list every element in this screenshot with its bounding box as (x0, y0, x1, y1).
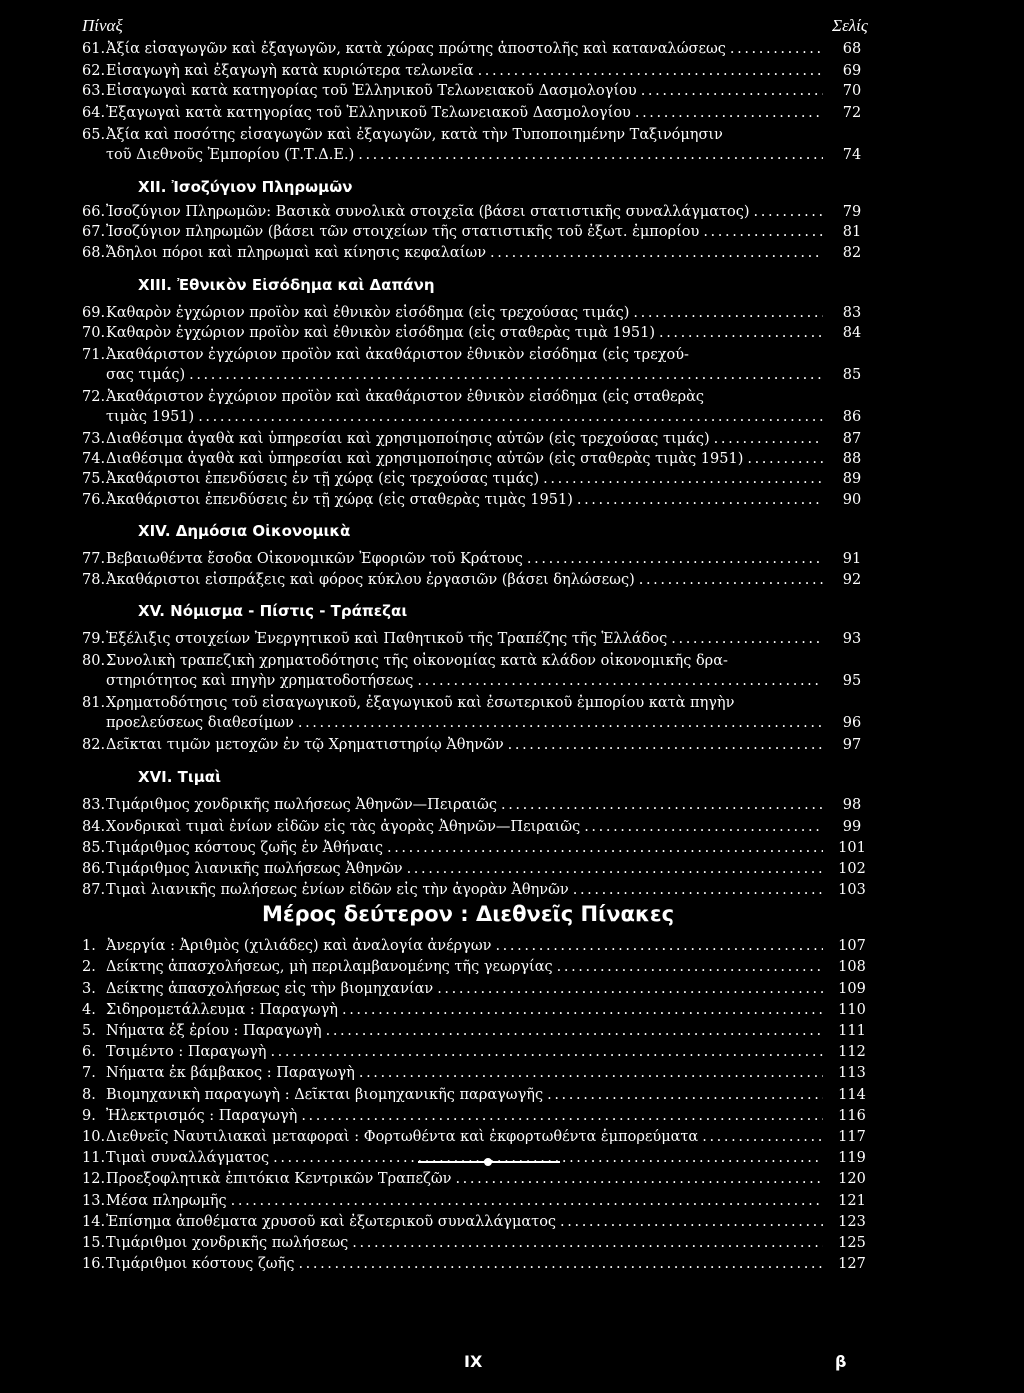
entry-title: Εἰσαγωγὴ καὶ ἐξαγωγὴ κατὰ κυριώτερα τελωνεῖα (106, 63, 474, 79)
dot-leader (577, 491, 823, 509)
entry-title: Ἀκαθάριστοι ἐπενδύσεις ἐν τῇ χώρᾳ (εἰς τρεχούσας τιμάς) (106, 471, 540, 487)
dot-leader (455, 1170, 823, 1188)
entry-page-number: 72 (842, 105, 862, 121)
dot-leader (270, 1043, 823, 1061)
entry-page-number: 69 (842, 63, 862, 79)
toc-entry (82, 244, 837, 262)
toc-entry (82, 1064, 837, 1082)
toc-entry (82, 1043, 837, 1061)
header-page-label: Σελίς (832, 16, 868, 35)
entry-title: Δείκτης ἀπασχολήσεως εἰς τὴν βιομηχανίαν (106, 981, 434, 997)
entry-number: 3. (82, 981, 96, 997)
toc-entry (82, 1255, 837, 1273)
toc-entry (82, 881, 837, 899)
entry-page-number: 108 (838, 959, 866, 975)
section-heading-xiv: XIV. Δημόσια Οἰκονομικὰ (138, 522, 351, 540)
entry-page-number: 82 (842, 245, 862, 261)
entry-page-number: 96 (842, 715, 862, 731)
dot-leader (671, 630, 823, 648)
toc-entry (82, 714, 837, 732)
dot-leader (198, 408, 823, 426)
dot-leader (342, 1001, 823, 1019)
entry-page-number: 84 (842, 325, 862, 341)
dot-leader (298, 1255, 823, 1273)
entry-title: Τιμάριθμος κόστους ζωῆς ἐν Ἀθήναις (106, 840, 383, 856)
toc-entry (82, 937, 837, 955)
dot-leader (547, 1086, 823, 1104)
toc-entry (82, 1107, 837, 1125)
dot-leader (557, 958, 823, 976)
entry-title: Βεβαιωθέντα ἔσοδα Οἰκονομικῶν Ἐφοριῶν τοῦ Κράτους (106, 551, 523, 567)
entry-title: Τιμαὶ λιανικῆς πωλήσεως ἐνίων εἰδῶν εἰς τὴν ἀγορὰν Ἀθηνῶν (106, 882, 569, 898)
entry-title: στηριότητος καὶ πηγὴν χρηματοδοτήσεως (106, 673, 414, 689)
dot-leader (703, 223, 823, 241)
dot-leader (326, 1022, 823, 1040)
dot-leader (659, 324, 823, 342)
entry-title: Βιομηχανικὴ παραγωγὴ : Δεῖκται βιομηχανικῆς παραγωγῆς (106, 1087, 544, 1103)
entry-title: Ἰσοζύγιον Πληρωμῶν: Βασικὰ συνολικὰ στοιχεῖα (βάσει στατιστικῆς συναλλάγματος) (106, 204, 750, 220)
dot-leader (714, 430, 823, 448)
toc-entry (82, 450, 837, 468)
dot-leader (387, 839, 823, 857)
dot-leader (301, 1107, 823, 1125)
entry-title: Χρηματοδότησις τοῦ εἰσαγωγικοῦ, ἐξαγωγικοῦ καὶ ἐσωτερικοῦ ἐμπορίου κατὰ πηγὴν (106, 695, 735, 711)
entry-page-number: 99 (842, 819, 862, 835)
entry-title: τοῦ Διεθνοῦς Ἐμπορίου (Τ.Τ.Δ.Ε.) (106, 147, 355, 163)
entry-title: τιμὰς 1951) (106, 409, 195, 425)
dot-leader (273, 1149, 823, 1167)
dot-leader (298, 714, 823, 732)
dot-leader (407, 860, 823, 878)
entry-title: Καθαρὸν ἐγχώριον προϊὸν καὶ ἐθνικὸν εἰσόδημα (εἰς τρεχούσας τιμάς) (106, 305, 630, 321)
dot-leader (635, 104, 823, 122)
entry-page-number: 74 (842, 147, 862, 163)
entry-number: 11. (82, 1150, 106, 1166)
entry-title: Τιμάριθμος χονδρικῆς πωλήσεως Ἀθηνῶν—Πειραιῶς (106, 797, 497, 813)
entry-title: Τιμάριθμος λιανικῆς πωλήσεως Ἀθηνῶν (106, 861, 403, 877)
entry-title: Δείκτης ἀπασχολήσεως, μὴ περιλαμβανομένης τῆς γεωργίας (106, 959, 553, 975)
entry-number: 83. (82, 797, 106, 813)
dot-leader (352, 1234, 823, 1252)
toc-entry (82, 40, 837, 58)
dot-leader (478, 62, 823, 80)
dot-leader (490, 244, 823, 262)
toc-entry (82, 1234, 837, 1252)
entry-title: σας τιμάς) (106, 367, 186, 383)
dot-leader (641, 82, 823, 100)
entry-page-number: 114 (838, 1087, 866, 1103)
toc-entry (82, 304, 837, 322)
entry-title: Ἄδηλοι πόροι καὶ πληρωμαὶ καὶ κίνησις κεφαλαίων (106, 245, 487, 261)
toc-entry (82, 491, 837, 509)
toc-entry (82, 346, 837, 364)
entry-title: Ἀνεργία : Ἀριθμὸς (χιλιάδες) καὶ ἀναλογία ἀνέργων (106, 938, 492, 954)
toc-entry (82, 571, 837, 589)
entry-page-number: 121 (838, 1193, 866, 1209)
dot-leader (639, 571, 823, 589)
entry-number: 80. (82, 653, 106, 669)
entry-page-number: 91 (842, 551, 862, 567)
entry-title: Προεξοφλητικὰ ἐπιτόκια Κεντρικῶν Τραπεζῶν (106, 1171, 452, 1187)
entry-number: 87. (82, 882, 106, 898)
entry-number: 86. (82, 861, 106, 877)
toc-entry (82, 324, 837, 342)
dot-leader (543, 470, 823, 488)
toc-entry (82, 630, 837, 648)
toc-entry (82, 860, 837, 878)
section-heading-xvi: XVI. Τιμαὶ (138, 768, 221, 786)
entry-number: 79. (82, 631, 106, 647)
entry-title: Διαθέσιμα ἀγαθὰ καὶ ὑπηρεσίαι καὶ χρησιμοποίησις αὐτῶν (εἰς σταθερὰς τιμὰς 1951) (106, 451, 744, 467)
entry-number: 5. (82, 1023, 96, 1039)
entry-number: 7. (82, 1065, 96, 1081)
entry-number: 70. (82, 325, 106, 341)
entry-page-number: 113 (838, 1065, 866, 1081)
entry-number: 84. (82, 819, 106, 835)
dot-leader (501, 796, 823, 814)
entry-page-number: 107 (838, 938, 866, 954)
part-two-title: Μέρος δεύτερον : Διεθνεῖς Πίνακες (262, 902, 675, 926)
toc-entry (82, 550, 837, 568)
entry-number: 13. (82, 1193, 106, 1209)
dot-leader (359, 1064, 823, 1082)
entry-title: Ἰσοζύγιον πληρωμῶν (βάσει τῶν στοιχείων τῆς στατιστικῆς τοῦ ἐξωτ. ἐμπορίου (106, 224, 700, 240)
entry-page-number: 125 (838, 1235, 866, 1251)
entry-number: 12. (82, 1171, 106, 1187)
entry-title: Σιδηρομετάλλευμα : Παραγωγὴ (106, 1002, 338, 1018)
entry-title: Ἐπίσημα ἀποθέματα χρυσοῦ καὶ ἐξωτερικοῦ συναλλάγματος (106, 1214, 557, 1230)
toc-entry (82, 652, 837, 670)
entry-number: 63. (82, 83, 106, 99)
entry-number: 72. (82, 389, 106, 405)
entry-title: Νήματα ἐξ ἐρίου : Παραγωγὴ (106, 1023, 322, 1039)
entry-number: 8. (82, 1087, 96, 1103)
entry-number: 15. (82, 1235, 106, 1251)
entry-number: 1. (82, 938, 96, 954)
toc-entry (82, 223, 837, 241)
toc-entry (82, 839, 837, 857)
entry-page-number: 102 (838, 861, 866, 877)
entry-title: Χονδρικαὶ τιμαὶ ἐνίων εἰδῶν εἰς τὰς ἀγορὰς Ἀθηνῶν—Πειραιῶς (106, 819, 581, 835)
entry-number: 6. (82, 1044, 96, 1060)
toc-entry (82, 203, 837, 221)
dot-leader (584, 818, 823, 836)
entry-page-number: 90 (842, 492, 862, 508)
entry-title: Νήματα ἐκ βάμβακος : Παραγωγὴ (106, 1065, 355, 1081)
toc-entry (82, 430, 837, 448)
entry-page-number: 109 (838, 981, 866, 997)
entry-title: Εἰσαγωγαὶ κατὰ κατηγορίας τοῦ Ἑλληνικοῦ Τελωνειακοῦ Δασμολογίου (106, 83, 637, 99)
entry-page-number: 98 (842, 797, 862, 813)
entry-number: 76. (82, 492, 106, 508)
toc-entry (82, 1192, 837, 1210)
entry-number: 68. (82, 245, 106, 261)
footer-signature: β (835, 1352, 847, 1371)
entry-number: 64. (82, 105, 106, 121)
dot-leader (358, 146, 823, 164)
entry-page-number: 79 (842, 204, 862, 220)
entry-page-number: 81 (842, 224, 862, 240)
dot-leader (754, 203, 823, 221)
toc-entry (82, 1128, 837, 1146)
entry-title: Μέσα πληρωμῆς (106, 1193, 227, 1209)
toc-entry (82, 470, 837, 488)
footer-page-roman: IX (464, 1352, 483, 1371)
section-heading-xv: XV. Νόμισμα - Πίστις - Τράπεζαι (138, 602, 408, 620)
toc-entry (82, 694, 837, 712)
entry-title: Συνολικὴ τραπεζικὴ χρηματοδότησις τῆς οἰκονομίας κατὰ κλάδον οἰκονομικῆς δρα- (106, 653, 728, 669)
entry-title: Ἀξία εἰσαγωγῶν καὶ ἐξαγωγῶν, κατὰ χώρας πρώτης ἀποστολῆς καὶ καταναλώσεως (106, 41, 726, 57)
entry-title: Ἀκαθάριστον ἐγχώριον προϊὸν καὶ ἀκαθάριστον ἐθνικὸν εἰσόδημα (εἰς σταθερὰς (106, 389, 705, 405)
entry-number: 73. (82, 431, 106, 447)
entry-number: 4. (82, 1002, 96, 1018)
section-heading-xiii: XIII. Ἐθνικὸν Εἰσόδημα καὶ Δαπάνη (138, 276, 435, 294)
toc-entry (82, 1149, 837, 1167)
entry-number: 9. (82, 1108, 96, 1124)
dot-leader (189, 366, 823, 384)
entry-page-number: 127 (838, 1256, 866, 1272)
entry-number: 71. (82, 347, 106, 363)
entry-title: Ἐξαγωγαὶ κατὰ κατηγορίας τοῦ Ἑλληνικοῦ Τελωνειακοῦ Δασμολογίου (106, 105, 631, 121)
entry-number: 62. (82, 63, 106, 79)
toc-entry (82, 104, 837, 122)
entry-title: Τιμάριθμοι κόστους ζωῆς (106, 1256, 295, 1272)
entry-page-number: 110 (838, 1002, 866, 1018)
entry-number: 69. (82, 305, 106, 321)
entry-page-number: 88 (842, 451, 862, 467)
entry-page-number: 101 (838, 840, 866, 856)
entry-number: 2. (82, 959, 96, 975)
entry-number: 85. (82, 840, 106, 856)
section-heading-xii: XII. Ἰσοζύγιον Πληρωμῶν (138, 178, 353, 196)
entry-title: Ἀξία καὶ ποσότης εἰσαγωγῶν καὶ ἐξαγωγῶν, κατὰ τὴν Τυποποιημένην Ταξινόμησιν (106, 127, 723, 143)
toc-entry (82, 1022, 837, 1040)
entry-page-number: 86 (842, 409, 862, 425)
entry-page-number: 112 (838, 1044, 866, 1060)
toc-entry (82, 818, 837, 836)
entry-page-number: 111 (838, 1023, 866, 1039)
entry-title: Τσιμέντο : Παραγωγὴ (106, 1044, 267, 1060)
entry-title: Διεθνεῖς Ναυτιλιακαὶ μεταφοραὶ : Φορτωθέντα καὶ ἐκφορτωθέντα ἐμπορεύματα (106, 1129, 699, 1145)
entry-page-number: 120 (838, 1171, 866, 1187)
entry-number: 75. (82, 471, 106, 487)
entry-title: Ἀκαθάριστον ἐγχώριον προϊὸν καὶ ἀκαθάριστον ἐθνικὸν εἰσόδημα (εἰς τρεχού- (106, 347, 689, 363)
entry-number: 77. (82, 551, 106, 567)
entry-title: Τιμαὶ συναλλάγματος (106, 1150, 270, 1166)
dot-leader (747, 450, 823, 468)
toc-entry (82, 1086, 837, 1104)
entry-page-number: 116 (838, 1108, 866, 1124)
entry-title: Τιμάριθμοι χονδρικῆς πωλήσεως (106, 1235, 349, 1251)
dot-leader (702, 1128, 823, 1146)
entry-page-number: 87 (842, 431, 862, 447)
entry-page-number: 70 (842, 83, 862, 99)
toc-entry (82, 366, 837, 384)
entry-title: Ἀκαθάριστοι εἰσπράξεις καὶ φόρος κύκλου ἐργασιῶν (βάσει δηλώσεως) (106, 572, 635, 588)
entry-title: προελεύσεως διαθεσίμων (106, 715, 294, 731)
entry-page-number: 92 (842, 572, 862, 588)
dot-leader (437, 980, 823, 998)
entry-title: Διαθέσιμα ἀγαθὰ καὶ ὑπηρεσίαι καὶ χρησιμοποίησις αὐτῶν (εἰς τρεχούσας τιμάς) (106, 431, 710, 447)
entry-number: 14. (82, 1214, 106, 1230)
entry-title: Καθαρὸν ἐγχώριον προϊὸν καὶ ἐθνικὸν εἰσόδημα (εἰς σταθερὰς τιμὰ 1951) (106, 325, 655, 341)
entry-page-number: 89 (842, 471, 862, 487)
toc-entry (82, 146, 837, 164)
entry-page-number: 119 (838, 1150, 866, 1166)
entry-number: 65. (82, 127, 106, 143)
toc-entry (82, 1213, 837, 1231)
entry-page-number: 95 (842, 673, 862, 689)
toc-entry (82, 1170, 837, 1188)
entry-page-number: 93 (842, 631, 862, 647)
entry-page-number: 123 (838, 1214, 866, 1230)
toc-entry (82, 1001, 837, 1019)
dot-leader (231, 1192, 823, 1210)
entry-number: 16. (82, 1256, 106, 1272)
toc-entry (82, 408, 837, 426)
entry-page-number: 97 (842, 737, 862, 753)
entry-page-number: 103 (838, 882, 866, 898)
entry-number: 61. (82, 41, 106, 57)
toc-entry (82, 796, 837, 814)
dot-leader (417, 672, 823, 690)
dot-leader (495, 937, 823, 955)
dot-leader (508, 736, 823, 754)
entry-page-number: 68 (842, 41, 862, 57)
toc-entry (82, 388, 837, 406)
entry-number: 74. (82, 451, 106, 467)
toc-entry (82, 736, 837, 754)
header-table-label: Πίναξ (82, 16, 123, 35)
entry-title: Δεῖκται τιμῶν μετοχῶν ἐν τῷ Χρηματιστηρίῳ Ἀθηνῶν (106, 737, 504, 753)
entry-page-number: 85 (842, 367, 862, 383)
dot-leader (633, 304, 823, 322)
entry-title: Ἠλεκτρισμός : Παραγωγὴ (106, 1108, 298, 1124)
toc-entry (82, 62, 837, 80)
toc-entry (82, 82, 837, 100)
entry-title: Ἀκαθάριστοι ἐπενδύσεις ἐν τῇ χώρᾳ (εἰς σταθερὰς τιμὰς 1951) (106, 492, 573, 508)
dot-leader (730, 40, 823, 58)
entry-number: 81. (82, 695, 106, 711)
toc-entry (82, 980, 837, 998)
toc-entry (82, 958, 837, 976)
entry-number: 78. (82, 572, 106, 588)
entry-number: 67. (82, 224, 106, 240)
toc-entry (82, 672, 837, 690)
entry-title: Ἐξέλιξις στοιχείων Ἐνεργητικοῦ καὶ Παθητικοῦ τῆς Τραπέζης τῆς Ἑλλάδος (106, 631, 668, 647)
entry-page-number: 117 (838, 1129, 866, 1145)
dot-leader (573, 881, 823, 899)
entry-number: 10. (82, 1129, 106, 1145)
dot-leader (527, 550, 823, 568)
entry-number: 82. (82, 737, 106, 753)
entry-page-number: 83 (842, 305, 862, 321)
entry-number: 66. (82, 204, 106, 220)
toc-entry (82, 126, 837, 144)
dot-leader (560, 1213, 823, 1231)
